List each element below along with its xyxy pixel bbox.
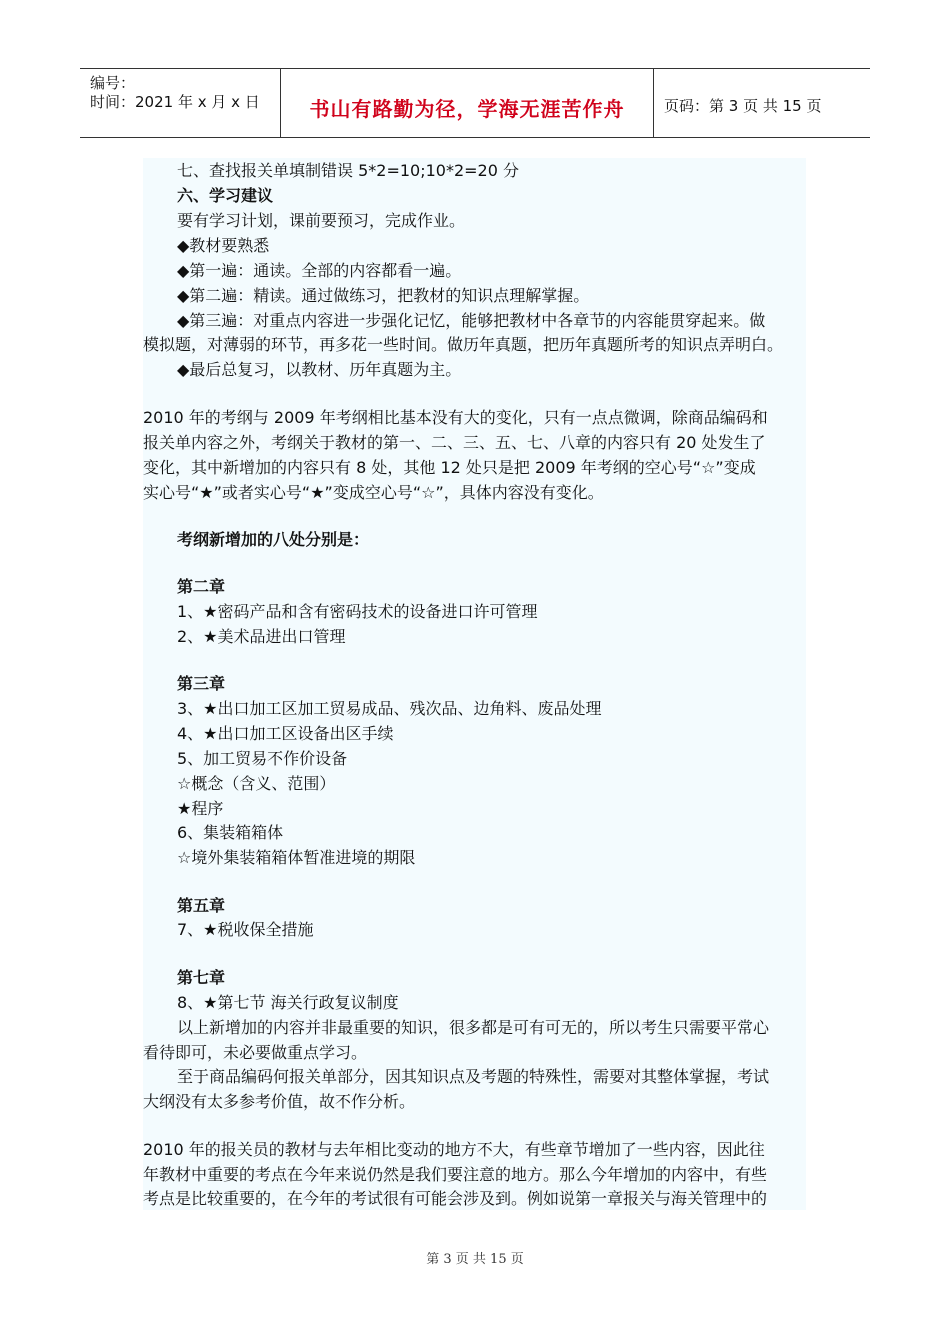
paragraph-line: 模拟题，对薄弱的环节，再多花一些时间。做历年真题，把历年真题所考的知识点弄明白。 bbox=[143, 335, 784, 354]
list-item: 7、★税收保全措施 bbox=[177, 920, 314, 939]
paragraph-line: 2010 年的考纲与 2009 年考纲相比基本没有大的变化，只有一点点微调，除商品编码和 bbox=[143, 408, 768, 427]
page-info: 页码：第 3 页 共 15 页 bbox=[664, 97, 822, 115]
chapter-heading: 第五章 bbox=[177, 896, 226, 915]
page-footer: 第 3 页 共 15 页 bbox=[426, 1252, 524, 1267]
list-item: 6、集装箱箱体 bbox=[177, 823, 284, 842]
paragraph-line: 七、查找报关单填制错误 5*2=10;10*2=20 分 bbox=[177, 161, 519, 180]
list-item: ☆概念（含义、范围） bbox=[177, 774, 336, 793]
paragraph-line: 以上新增加的内容并非最重要的知识，很多都是可有可无的，所以考生只需要平常心 bbox=[177, 1018, 770, 1037]
paragraph-line: 年教材中重要的考点在今年来说仍然是我们要注意的地方。那么今年增加的内容中，有些 bbox=[143, 1165, 768, 1184]
list-item: ◆第二遍：精读。通过做练习，把教材的知识点理解掌握。 bbox=[177, 286, 590, 305]
date-label: 时间：2021 年 x 月 x 日 bbox=[90, 93, 260, 111]
list-item: ★程序 bbox=[177, 799, 224, 818]
list-item: 3、★出口加工区加工贸易成品、残次品、边角料、废品处理 bbox=[177, 699, 602, 718]
header-left-cell bbox=[80, 69, 281, 137]
list-item: 2、★美术品进出口管理 bbox=[177, 627, 346, 646]
document-body bbox=[143, 158, 806, 1210]
paragraph-line: 实心号“★”或者实心号“★”变成空心号“☆”，具体内容没有变化。 bbox=[143, 483, 604, 502]
paragraph-line: 报关单内容之外，考纲关于教材的第一、二、三、五、七、八章的内容只有 20 处发生了 bbox=[143, 433, 766, 452]
list-item: ◆第三遍：对重点内容进一步强化记忆，能够把教材中各章节的内容能贯穿起来。做 bbox=[177, 311, 766, 330]
list-item: 5、加工贸易不作价设备 bbox=[177, 749, 348, 768]
paragraph-line: 至于商品编码何报关单部分，因其知识点及考题的特殊性，需要对其整体掌握，考试 bbox=[177, 1067, 770, 1086]
header-motto-cell bbox=[281, 69, 654, 137]
section-heading: 六、学习建议 bbox=[177, 186, 274, 205]
header-right-cell bbox=[654, 69, 870, 137]
paragraph-line: 看待即可，未必要做重点学习。 bbox=[143, 1043, 368, 1062]
code-label: 编号： bbox=[90, 74, 136, 92]
chapter-heading: 第三章 bbox=[177, 674, 226, 693]
paragraph-line: 2010 年的报关员的教材与去年相比变动的地方不大，有些章节增加了一些内容，因此往 bbox=[143, 1140, 765, 1159]
paragraph-line: 考点是比较重要的，在今年的考试很有可能会涉及到。例如说第一章报关与海关管理中的 bbox=[143, 1189, 768, 1208]
page-header bbox=[80, 68, 870, 138]
chapter-heading: 第七章 bbox=[177, 968, 226, 987]
paragraph-line: 变化，其中新增加的内容只有 8 处，其他 12 处只是把 2009 年考纲的空心号“☆”变成 bbox=[143, 458, 756, 477]
section-heading: 考纲新增加的八处分别是： bbox=[177, 530, 370, 549]
list-item: ◆第一遍：通读。全部的内容都看一遍。 bbox=[177, 261, 462, 280]
list-item: ◆最后总复习，以教材、历年真题为主。 bbox=[177, 360, 462, 379]
list-item: 1、★密码产品和含有密码技术的设备进口许可管理 bbox=[177, 602, 538, 621]
list-item: ◆教材要熟悉 bbox=[177, 236, 270, 255]
list-item: 4、★出口加工区设备出区手续 bbox=[177, 724, 394, 743]
paragraph-line: 大纲没有太多参考价值，故不作分析。 bbox=[143, 1092, 416, 1111]
list-item: 8、★第七节 海关行政复议制度 bbox=[177, 993, 399, 1012]
list-item: ☆境外集装箱箱体暂准进境的期限 bbox=[177, 848, 416, 867]
chapter-heading: 第二章 bbox=[177, 577, 226, 596]
motto: 书山有路勤为径，学海无涯苦作舟 bbox=[309, 97, 625, 121]
paragraph-line: 要有学习计划，课前要预习，完成作业。 bbox=[177, 211, 466, 230]
